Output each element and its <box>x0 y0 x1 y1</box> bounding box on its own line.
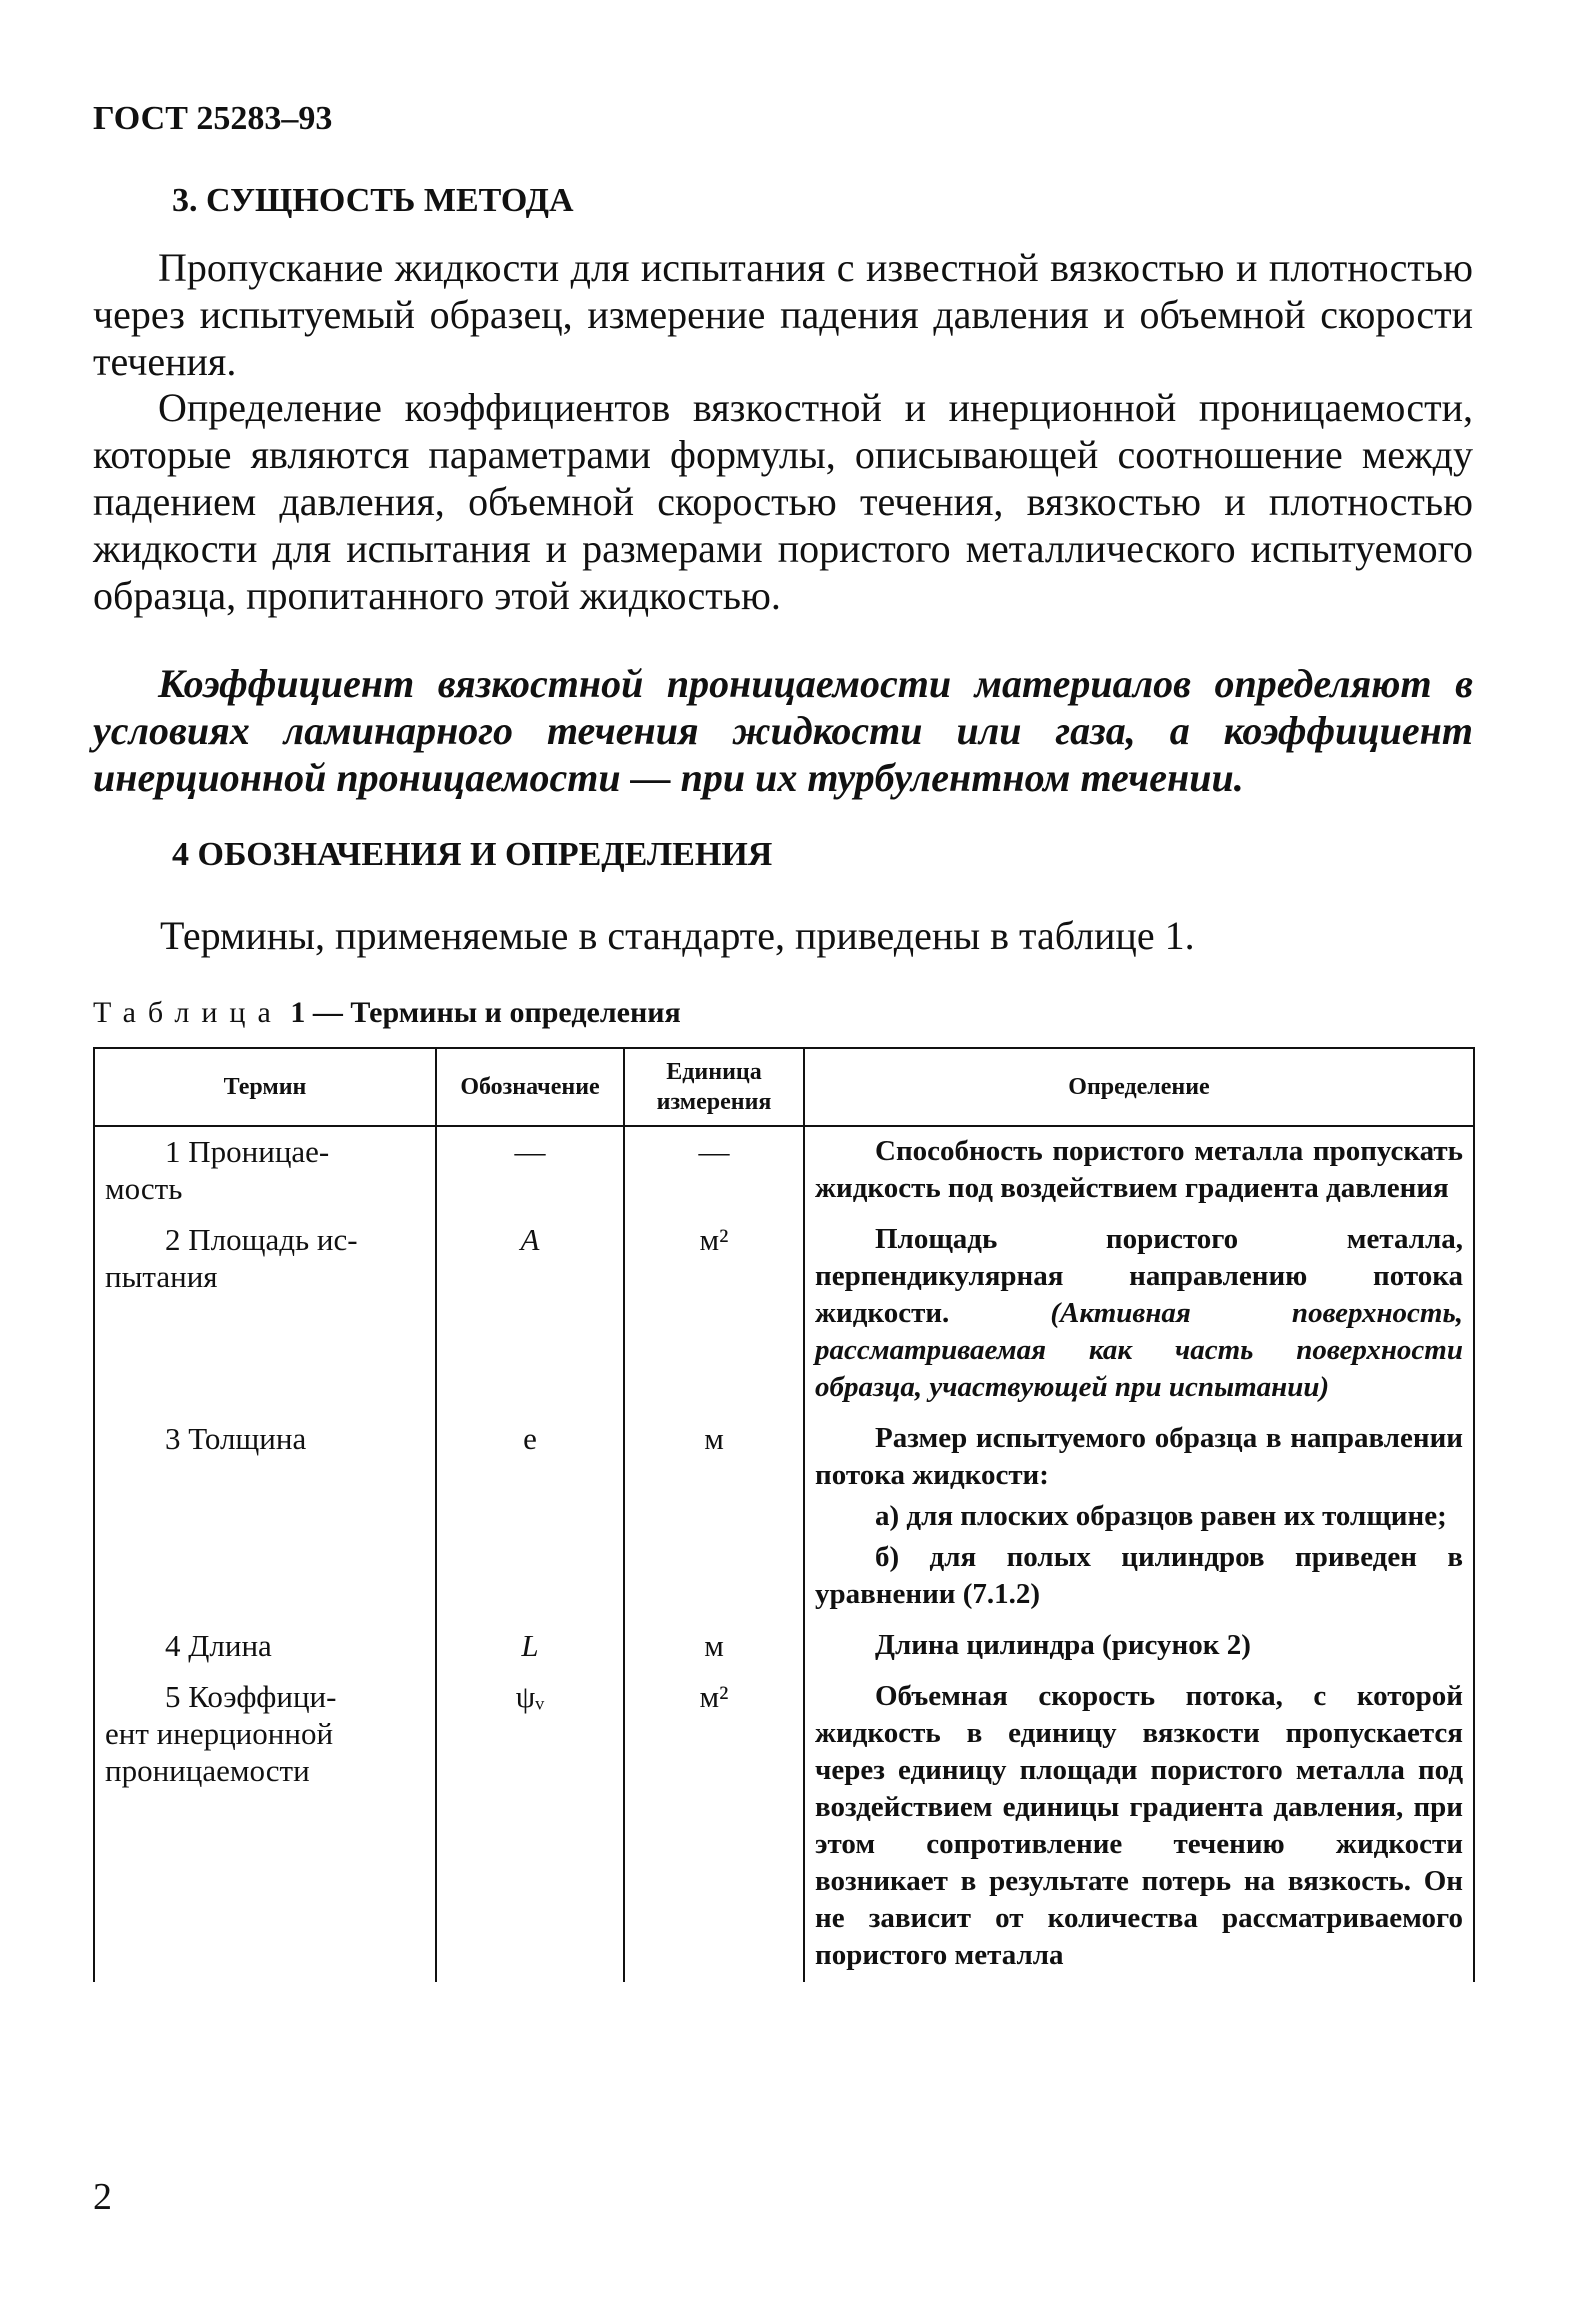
symbol-cell: L <box>436 1621 624 1672</box>
table-caption <box>93 996 681 1030</box>
symbol-cell: ψᵥ <box>436 1672 624 1982</box>
term-cell: 2 Площадь ис- пытания <box>94 1215 436 1414</box>
table-row <box>94 1414 1474 1621</box>
term-cell: 1 Проницае- мость <box>94 1126 436 1215</box>
definition-cell: Размер испытуемого образца в направлении потока жидкости: а) для плоских образцов равен их толщине; б) для полых цилиндров приведен в уравнении (7.1.2) <box>804 1414 1474 1621</box>
definition-cell: Площадь пористого металла, перпендикулярная направлению потока жидкости. (Активная поверхность, рассматриваемая как часть поверхности образца, участвующей при испытании) <box>804 1215 1474 1414</box>
page-number: 2 <box>93 2176 112 2218</box>
symbol-cell: A <box>436 1215 624 1414</box>
symbol-cell: e <box>436 1414 624 1621</box>
section-4-intro: Термины, применяемые в стандарте, приведены в таблице 1. <box>160 913 1195 958</box>
section-3-paragraph-1: Пропускание жидкости для испытания с известной вязкостью и плотностью через испытуемый образец, измерение падения давления и объемной скорости течения. <box>93 245 1473 384</box>
header-symbol: Обозначение <box>436 1048 624 1126</box>
header-term: Термин <box>94 1048 436 1126</box>
definition-cell: Длина цилиндра (рисунок 2) <box>804 1621 1474 1672</box>
header-definition: Определение <box>804 1048 1474 1126</box>
unit-cell: — <box>624 1126 804 1215</box>
unit-cell: м² <box>624 1672 804 1982</box>
document-code: ГОСТ 25283–93 <box>93 100 333 137</box>
header-unit: Единица измерения <box>624 1048 804 1126</box>
section-3-paragraph-3: Коэффициент вязкостной проницаемости материалов определяют в условиях ламинарного течения жидкости или газа, а коэффициент инерционной проницаемости — при их турбулентном течении. <box>93 661 1473 800</box>
section-3-paragraph-2: Определение коэффициентов вязкостной и инерционной проницаемости, которые являются параметрами формулы, описывающей соотношение между падением давления, объемной скоростью течения, вязкостью и плотностью жидкости для испытания и размерами пористого металлического испытуемого образца, пропитанного этой жидкостью. <box>93 385 1473 618</box>
term-cell: 5 Коэффици- ент инерционной проницаемости <box>94 1672 436 1982</box>
definition-note: (Активная поверхность, рассматриваемая как часть поверхности образца, участвующей при испытании) <box>815 1297 1463 1403</box>
symbol-cell: — <box>436 1126 624 1215</box>
table-row <box>94 1672 1474 1982</box>
terms-table <box>93 1047 1475 1982</box>
unit-cell: м <box>624 1414 804 1621</box>
table-row <box>94 1215 1474 1414</box>
term-cell: 3 Толщина <box>94 1414 436 1621</box>
table-caption-label: Таблица <box>93 996 283 1029</box>
table-row <box>94 1621 1474 1672</box>
unit-cell: м <box>624 1621 804 1672</box>
unit-cell: м² <box>624 1215 804 1414</box>
definition-cell: Объемная скорость потока, с которой жидкость в единицу вязкости пропускается через единицу площади пористого металла под воздействием единицы градиента давления, при этом сопротивление течению жидкости возникает в результате потерь на вязкость. Он не зависит от количества рассматриваемого пористого металла <box>804 1672 1474 1982</box>
section-4-heading: 4 ОБОЗНАЧЕНИЯ И ОПРЕДЕЛЕНИЯ <box>172 836 773 873</box>
term-cell: 4 Длина <box>94 1621 436 1672</box>
definition-cell: Способность пористого металла пропускать жидкость под воздействием градиента давления <box>804 1126 1474 1215</box>
table-row <box>94 1126 1474 1215</box>
table-caption-text: 1 — Термины и определения <box>290 996 681 1029</box>
table-header-row <box>94 1048 1474 1126</box>
section-3-heading: 3. СУЩНОСТЬ МЕТОДА <box>172 182 574 219</box>
